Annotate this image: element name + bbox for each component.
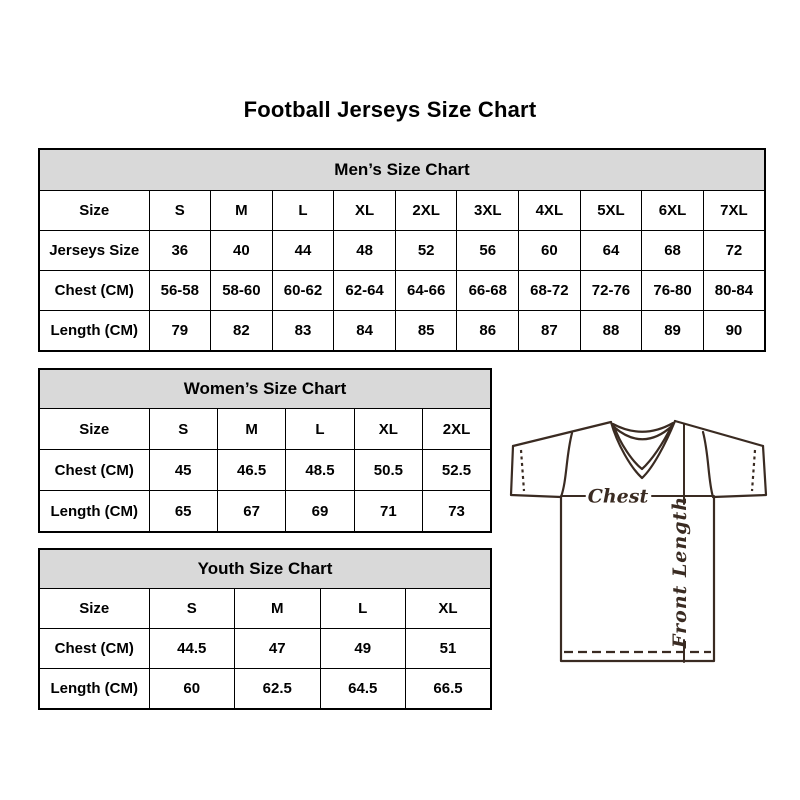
jersey-measurement-diagram (503, 400, 773, 685)
size-value-cell: L (320, 589, 406, 629)
size-value-cell: M (211, 191, 273, 231)
size-value-cell: 66-68 (457, 271, 519, 311)
row-label: Chest (CM) (39, 271, 149, 311)
size-value-cell: S (149, 589, 235, 629)
row-label: Size (39, 191, 149, 231)
size-value-cell: S (149, 191, 211, 231)
size-value-cell: 6XL (642, 191, 704, 231)
row-label: Length (CM) (39, 311, 149, 352)
size-value-cell: 44 (272, 231, 334, 271)
size-value-cell: 7XL (703, 191, 765, 231)
jersey-shoulder-left (513, 422, 611, 446)
size-value-cell: 64 (580, 231, 642, 271)
size-value-cell: 48 (334, 231, 396, 271)
size-value-cell: 52.5 (423, 450, 491, 491)
size-value-cell: 68 (642, 231, 704, 271)
size-value-cell: 62.5 (235, 669, 321, 710)
size-value-cell: 60 (149, 669, 235, 710)
size-value-cell: 85 (395, 311, 457, 352)
size-value-cell: 71 (354, 491, 422, 533)
size-value-cell: M (235, 589, 321, 629)
size-value-cell: L (272, 191, 334, 231)
size-value-cell: XL (334, 191, 396, 231)
size-value-cell: 83 (272, 311, 334, 352)
mens-size-table (38, 148, 766, 352)
jersey-armhole-left (561, 433, 572, 497)
front-length-label: Front Length (669, 495, 691, 649)
size-value-cell: 56 (457, 231, 519, 271)
size-value-cell: XL (406, 589, 492, 629)
size-value-cell: 36 (149, 231, 211, 271)
row-label: Chest (CM) (39, 629, 149, 669)
table-title: Men’s Size Chart (39, 149, 765, 191)
jersey-sleeve-right (713, 446, 766, 497)
size-value-cell: 65 (149, 491, 217, 533)
table-row (39, 589, 491, 629)
size-value-cell: 90 (703, 311, 765, 352)
size-value-cell: 52 (395, 231, 457, 271)
row-label: Chest (CM) (39, 450, 149, 491)
table-title: Women’s Size Chart (39, 369, 491, 409)
size-value-cell: 73 (423, 491, 491, 533)
womens-size-table (38, 368, 492, 533)
size-value-cell: 67 (217, 491, 285, 533)
jersey-cuff-stitch-right (752, 450, 755, 491)
jersey-shoulder-right (675, 421, 763, 446)
table-row (39, 231, 765, 271)
size-value-cell: XL (354, 409, 422, 450)
size-value-cell: 46.5 (217, 450, 285, 491)
size-value-cell: 2XL (423, 409, 491, 450)
size-value-cell: 48.5 (286, 450, 354, 491)
jersey-armhole-right (703, 432, 713, 497)
size-value-cell: 62-64 (334, 271, 396, 311)
size-value-cell: 47 (235, 629, 321, 669)
size-value-cell: L (286, 409, 354, 450)
row-label: Length (CM) (39, 491, 149, 533)
jersey-sleeve-left (511, 446, 561, 497)
size-value-cell: 86 (457, 311, 519, 352)
table-row (39, 311, 765, 352)
table-row (39, 450, 491, 491)
table-title: Youth Size Chart (39, 549, 491, 589)
size-value-cell: 56-58 (149, 271, 211, 311)
size-value-cell: 79 (149, 311, 211, 352)
size-value-cell: 72-76 (580, 271, 642, 311)
size-value-cell: 69 (286, 491, 354, 533)
size-value-cell: 40 (211, 231, 273, 271)
size-value-cell: 84 (334, 311, 396, 352)
size-value-cell: 80-84 (703, 271, 765, 311)
size-value-cell: 60 (519, 231, 581, 271)
size-value-cell: 5XL (580, 191, 642, 231)
size-value-cell: 3XL (457, 191, 519, 231)
size-value-cell: 4XL (519, 191, 581, 231)
row-label: Size (39, 409, 149, 450)
table-row (39, 191, 765, 231)
size-value-cell: 72 (703, 231, 765, 271)
row-label: Size (39, 589, 149, 629)
size-value-cell: 51 (406, 629, 492, 669)
jersey-body-outline (561, 497, 714, 661)
size-value-cell: 50.5 (354, 450, 422, 491)
table-row (39, 669, 491, 710)
size-value-cell: 82 (211, 311, 273, 352)
size-value-cell: 88 (580, 311, 642, 352)
page-title: Football Jerseys Size Chart (243, 97, 537, 122)
youth-size-table (38, 548, 492, 710)
chest-label: Chest (587, 485, 649, 508)
size-value-cell: 45 (149, 450, 217, 491)
row-label: Length (CM) (39, 669, 149, 710)
size-value-cell: 49 (320, 629, 406, 669)
size-value-cell: 58-60 (211, 271, 273, 311)
size-value-cell: 64.5 (320, 669, 406, 710)
size-value-cell: 64-66 (395, 271, 457, 311)
size-value-cell: 89 (642, 311, 704, 352)
size-value-cell: 76-80 (642, 271, 704, 311)
size-value-cell: 2XL (395, 191, 457, 231)
size-value-cell: 87 (519, 311, 581, 352)
table-row (39, 409, 491, 450)
size-value-cell: 68-72 (519, 271, 581, 311)
size-value-cell: 60-62 (272, 271, 334, 311)
jersey-collar-band-top (613, 423, 673, 432)
table-row (39, 491, 491, 533)
row-label: Jerseys Size (39, 231, 149, 271)
size-value-cell: S (149, 409, 217, 450)
jersey-cuff-stitch-left (521, 450, 524, 491)
size-value-cell: 44.5 (149, 629, 235, 669)
table-row (39, 271, 765, 311)
table-row (39, 629, 491, 669)
size-value-cell: 66.5 (406, 669, 492, 710)
size-value-cell: M (217, 409, 285, 450)
